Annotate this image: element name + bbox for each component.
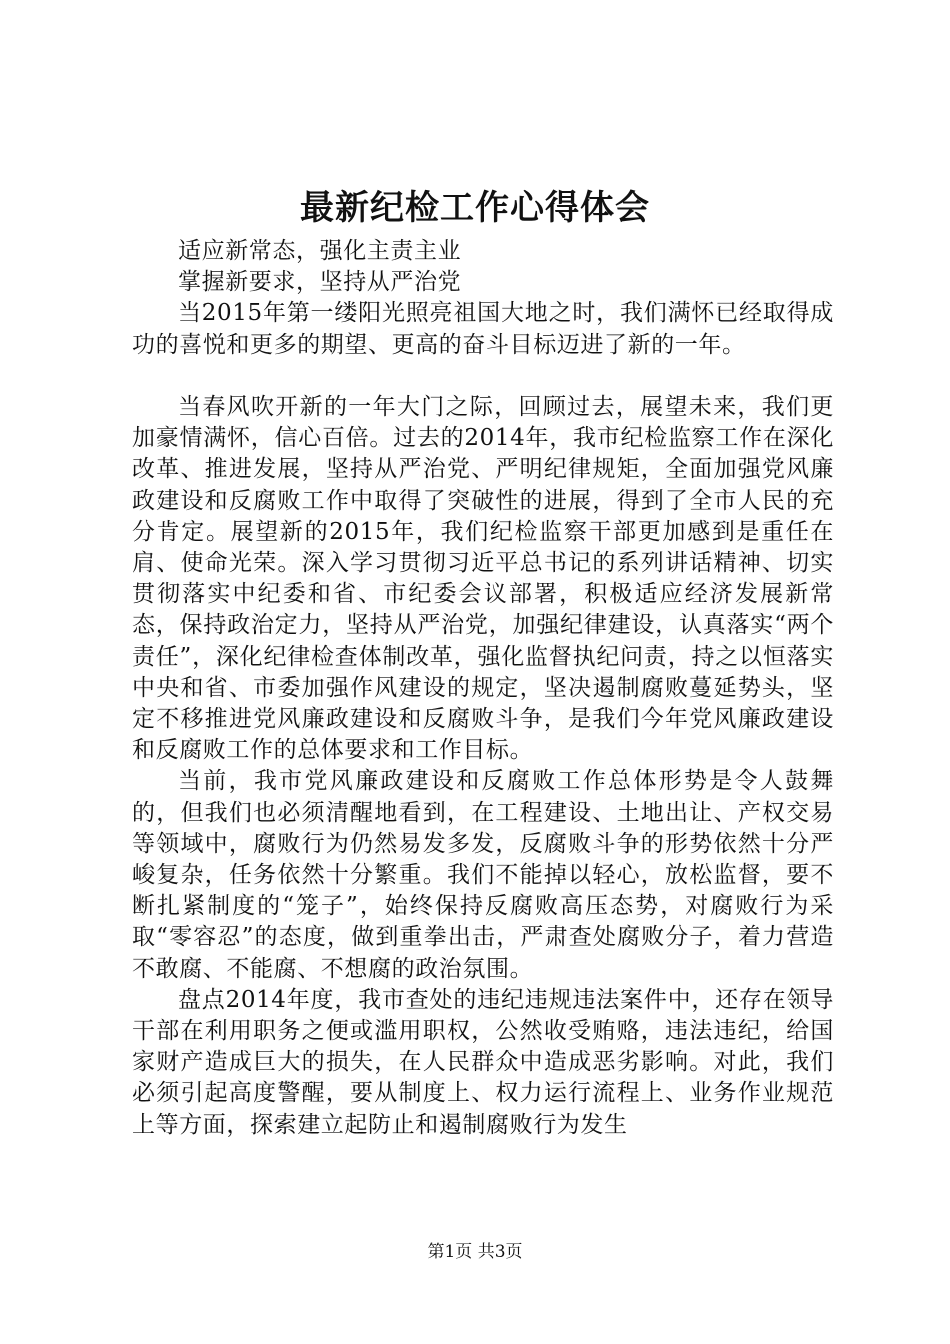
document-title: 最新纪检工作心得体会 [300,188,650,228]
page-number-footer: 第1页 共3页 [427,1242,523,1262]
subtitle-line-2: 掌握新要求，坚持从严治党 [178,269,462,296]
subtitle-line-1: 适应新常态，强化主责主业 [178,238,462,264]
paragraph-1: 当2015年第一缕阳光照亮祖国大地之时，我们满怀已经取得成功的喜悦和更多的期望、更高的奋斗目标迈进了新的一年。 [132,300,834,358]
document-body [132,236,834,1141]
paragraph-2: 当春风吹开新的一年大门之际，回顾过去，展望未来，我们更加豪情满怀，信心百倍。过去的2014年，我市纪检监察工作在深化改革、推进发展，坚持从严治党、严明纪律规矩，全面加强党风廉政建设和反腐败工作中取得了突破性的进展，得到了全市人民的充分肯定。展望新的2015年，我们纪检监察干部更加感到是重任在肩、使命光荣。深入学习贯彻习近平总书记的系列讲话精神、切实贯彻落实中纪委和省、市纪委会议部署，积极适应经济发展新常态，保持政治定力，坚持从严治党，加强纪律建设，认真落实“两个责任”，深化纪律检查体制改革，强化监督执纪问责，持之以恒落实中央和省、市委加强作风建设的规定，坚决遏制腐败蔓延势头，坚定不移推进党风廉政建设和反腐败斗争，是我们今年党风廉政建设和反腐败工作的总体要求和工作目标。 [132,394,834,764]
paragraph-4: 盘点2014年度，我市查处的违纪违规违法案件中，还存在领导干部在利用职务之便或滥用职权，公然收受贿赂，违法违纪，给国家财产造成巨大的损失，在人民群众中造成恶劣影响。对此，我们必须引起高度警醒，要从制度上、权力运行流程上、业务作业规范上等方面，探索建立起防止和遏制腐败行为发生 [132,986,834,1138]
paragraph-3: 当前，我市党风廉政建设和反腐败工作总体形势是令人鼓舞的，但我们也必须清醒地看到，在工程建设、土地出让、产权交易等领域中，腐败行为仍然易发多发，反腐败斗争的形势依然十分严峻复杂，任务依然十分繁重。我们不能掉以轻心，放松监督，要不断扎紧制度的“笼子”，始终保持反腐败高压态势，对腐败行为采取“零容忍”的态度，做到重拳出击，严肃查处腐败分子，着力营造不敢腐、不能腐、不想腐的政治氛围。 [132,768,834,982]
